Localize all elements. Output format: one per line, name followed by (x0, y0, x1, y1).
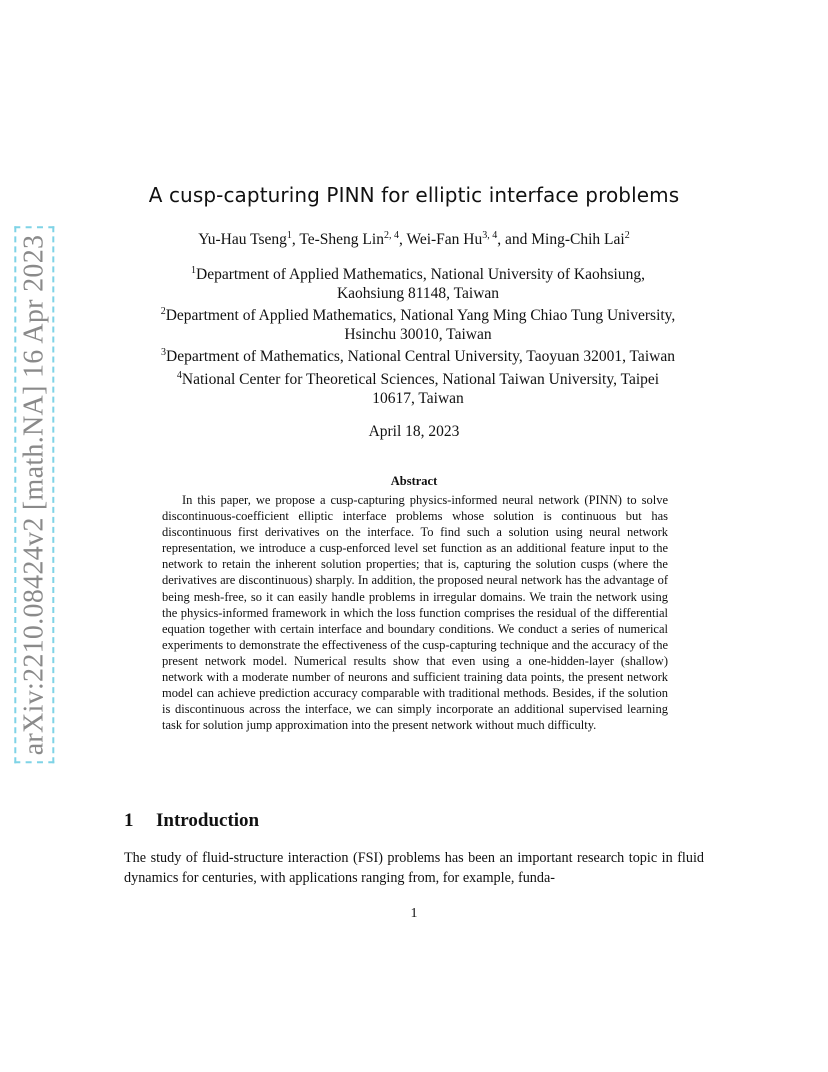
author-name: Te-Sheng Lin (299, 231, 384, 249)
section-title: Introduction (156, 810, 260, 831)
affiliation-text: Department of Applied Mathematics, National University of Kaohsiung, (196, 266, 645, 284)
affiliation-mark: 3 (161, 347, 167, 359)
author-name: Yu-Hau Tseng (198, 231, 287, 249)
author-affiliation-mark: 2 (624, 230, 630, 241)
affiliation-mark: 1 (191, 265, 196, 276)
affiliation-line (118, 344, 718, 367)
author-affiliation-mark: 2, 4 (383, 230, 399, 241)
author-affiliation-mark: 1 (286, 230, 292, 241)
introduction-text: The study of fluid-structure interaction (FSI) problems has been an important research topic in fluid dynamics for centuries, with applications ranging from, for example, funda- (124, 850, 704, 886)
abstract-text: In this paper, we propose a cusp-capturing physics-informed neural network (PINN) to solve discontinuous-coefficient elliptic interface problems whose solution is continuous but has discontinuous first derivatives on the interface. To find such a solution using neural network representation, we introduce a cusp-enforced level set function as an additional feature input to the network to retain the inherent solution properties; that is, capturing the solution cusps (where the derivatives are discontinuous) sharply. In addition, the proposed neural network has the advantage of being mesh-free, so it can easily handle problems in irregular domains. We train the network using the physics-informed framework in which the loss function comprises the residual of the differential equation together with certain interface and boundary conditions. We conduct a series of numerical experiments to demonstrate the effectiveness of the cusp-capturing technique and the accuracy of the present network model. Numerical results show that even using a one-hidden-layer (shallow) network with a moderate number of neurons and sufficient training data points, the present network model can achieve prediction accuracy comparable with traditional methods. Besides, if the solution is discontinuous across the interface, we can simply incorporate an additional supervised learning task for solution jump approximation into the present network without much difficulty. (162, 493, 668, 733)
abstract-heading: Abstract (390, 474, 438, 488)
affiliation-text: Kaohsiung 81148, Taiwan (336, 284, 500, 302)
paper-title: A cusp-capturing PINN for elliptic interface problems (148, 183, 680, 207)
affiliation-line (118, 262, 718, 285)
author-name: Wei-Fan Hu (406, 231, 483, 249)
page-number: 1 (410, 906, 418, 921)
affiliation-text: National Center for Theoretical Sciences, National Taiwan University, Taipei (181, 371, 660, 389)
affiliation-list (118, 262, 718, 408)
affiliation-line (118, 285, 718, 304)
affiliation-text: 10617, Taiwan (372, 389, 464, 407)
affiliation-line (118, 367, 718, 390)
author-affiliation-mark: 3, 4 (482, 230, 498, 241)
arxiv-stamp (14, 235, 54, 755)
affiliation-line (118, 326, 718, 345)
author-separator: , (291, 231, 300, 249)
affiliation-line (118, 303, 718, 326)
paper-date: April 18, 2023 (368, 423, 460, 440)
arxiv-identifier[interactable]: arXiv:2210.08424v2 [math.NA] 16 Apr 2023 (14, 227, 54, 764)
affiliation-line (118, 390, 718, 409)
author-separator: , and (497, 231, 532, 249)
affiliation-text: Hsinchu 30010, Taiwan (344, 325, 492, 343)
author-list (0, 230, 828, 249)
affiliation-mark: 2 (160, 306, 166, 318)
affiliation-text: Department of Applied Mathematics, National Yang Ming Chiao Tung University, (165, 307, 676, 325)
section-number: 1 (124, 810, 134, 831)
section-heading (124, 810, 259, 832)
affiliation-text: Department of Mathematics, National Central University, Taoyuan 32001, Taiwan (166, 348, 675, 366)
author-separator: , (398, 231, 407, 249)
author-name: Ming-Chih Lai (531, 231, 625, 249)
affiliation-mark: 4 (176, 369, 182, 381)
